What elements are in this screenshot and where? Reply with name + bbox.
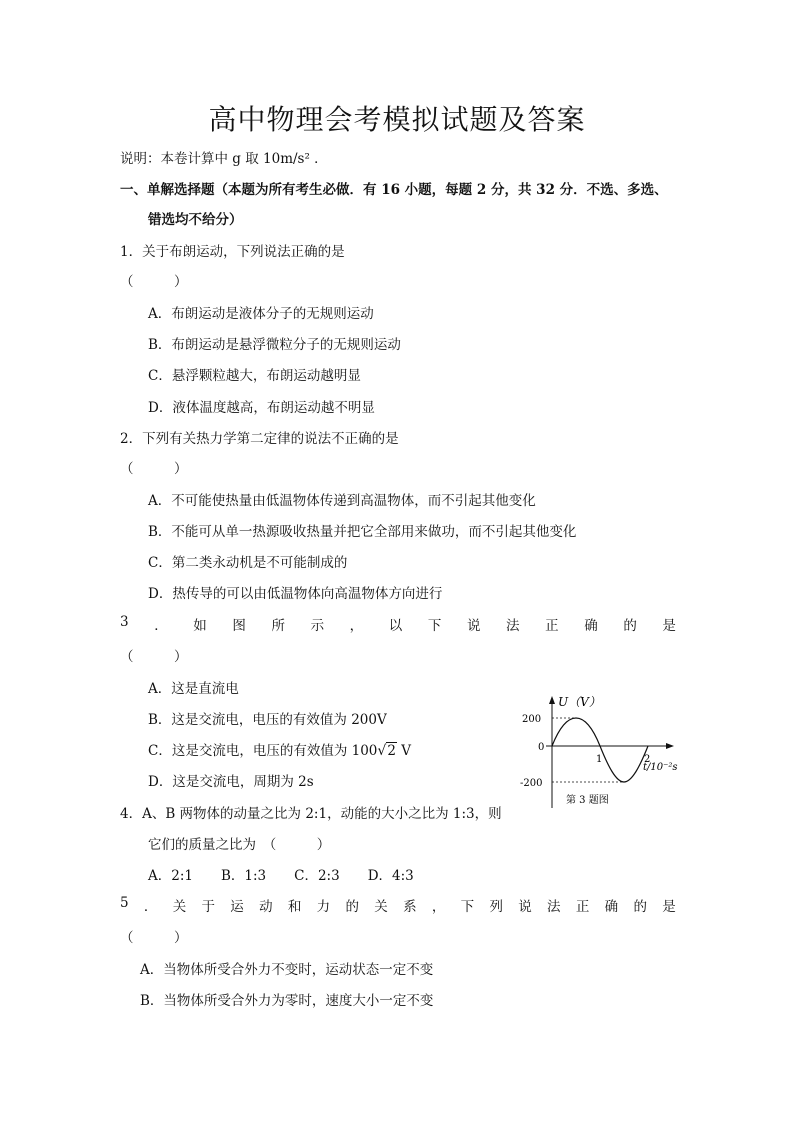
q3-stem-char: 所 (271, 618, 285, 634)
q3-option-c (148, 739, 411, 759)
q3-stem-char: ， (349, 618, 364, 634)
q4-option-d: D．4:3 (367, 868, 414, 884)
q1-option-b: B．布朗运动是悬浮微粒分子的无规则运动 (148, 337, 401, 353)
q1-option-a: A．布朗运动是液体分子的无规则运动 (148, 306, 374, 322)
q5-stem-char: 列 (489, 899, 503, 915)
q1-answer-blank: （ ） (120, 274, 188, 290)
calc-note: 说明：本卷计算中 g 取 10m/s² ． (120, 151, 328, 167)
q3-option-c-unit: V (401, 743, 411, 759)
q1-stem: 1．关于布朗运动，下列说法正确的是 (120, 244, 345, 260)
sqrt-radicand: 2 (387, 743, 396, 759)
q5-stem-char: 下 (460, 899, 475, 915)
x-tick-1: 1 (596, 754, 603, 765)
section-heading-line1: 一、单解选择题（本题为所有考生必做．有 16 小题，每题 2 分，共 32 分．不选、多选、 (120, 182, 668, 198)
q5-stem-char: 关 (374, 899, 388, 915)
q2-option-c: C．第二类永动机是不可能制成的 (148, 555, 348, 571)
q4-option-c: C．2:3 (294, 868, 340, 884)
q5-stem (120, 895, 676, 915)
q5-stem-char: 系 (403, 899, 417, 915)
sine-wave (552, 718, 651, 782)
q5-stem-char: 是 (662, 899, 676, 915)
q5-stem-char: 关 (172, 899, 187, 915)
y-tick-200: 200 (522, 714, 542, 725)
q3-stem-char: 确 (584, 618, 598, 634)
q4-stem-line2: 它们的质量之比为 （ ） (148, 837, 331, 853)
q1-option-c: C．悬浮颗粒越大，布朗运动越明显 (148, 368, 361, 384)
q4-stem-line1: 4．A、B 两物体的动量之比为 2:1，动能的大小之比为 1:3，则 (120, 806, 502, 822)
section-heading-line2: 错选均不给分） (148, 212, 243, 228)
q2-option-b: B．不能可从单一热源吸收热量并把它全部用来做功，而不引起其他变化 (148, 524, 577, 540)
q3-option-d: D．这是交流电，周期为 2s (148, 774, 314, 790)
q5-stem-char: 法 (547, 899, 561, 915)
q3-stem-char: 说 (466, 618, 481, 634)
q2-option-d: D．热传导的可以由低温物体向高温物体方向进行 (148, 586, 443, 602)
q4-option-b: B．1:3 (220, 868, 267, 884)
q3-stem-char: 正 (545, 618, 559, 634)
q3-stem-char: 如 (193, 618, 207, 634)
q5-stem-char: ． (143, 899, 158, 915)
q5-stem-char: 的 (633, 899, 647, 915)
q3-stem-char: 以 (388, 618, 403, 634)
q3-stem-char: 的 (623, 618, 637, 634)
page-title: 高中物理会考模拟试题及答案 (208, 103, 586, 136)
q5-stem-char: 运 (230, 899, 244, 915)
q2-option-a: A．不可能使热量由低温物体传递到高温物体，而不引起其他变化 (148, 493, 536, 509)
figure-caption: 第 3 题图 (566, 795, 609, 806)
q2-stem: 2．下列有关热力学第二定律的说法不正确的是 (120, 431, 399, 447)
q3-stem-char: 示 (310, 618, 325, 634)
q4-options (148, 864, 414, 884)
q3-option-a: A．这是直流电 (148, 681, 239, 697)
x-axis-arrow (666, 743, 674, 749)
q2-answer-blank: （ ） (120, 461, 188, 477)
q5-stem-char: 的 (345, 899, 359, 915)
q3-figure-voltage-graph (518, 690, 688, 810)
y-axis-arrow (549, 696, 555, 704)
q5-option-b: B．当物体所受合外力为零时，速度大小一定不变 (140, 993, 434, 1009)
q5-stem-char: 确 (604, 899, 619, 915)
q3-option-b: B．这是交流电，电压的有效值为 200V (148, 712, 387, 728)
sqrt-sign: √ (377, 743, 387, 759)
y-axis-label: U（V） (558, 695, 601, 709)
q5-stem-char: 和 (287, 899, 302, 915)
q5-stem-char: 5 (120, 895, 129, 911)
q5-stem-char: ， (431, 899, 446, 915)
y-tick-neg200: -200 (520, 778, 543, 789)
q5-stem-char: 力 (316, 899, 331, 915)
q3-stem-char: 3 (120, 614, 129, 630)
q5-stem-char: 说 (518, 899, 532, 915)
x-tick-2: 2 (644, 754, 651, 765)
q3-stem-char: 法 (506, 618, 520, 634)
q5-stem-char: 正 (575, 899, 590, 915)
q4-option-a: A．2:1 (148, 868, 193, 884)
q3-stem-char: 是 (662, 618, 676, 634)
q3-stem (120, 614, 676, 634)
q3-stem-char: 图 (232, 618, 246, 634)
x-axis-label: t/10⁻²s (643, 762, 678, 773)
q5-answer-blank: （ ） (120, 930, 188, 946)
q3-stem-char: ． (154, 618, 168, 634)
q5-stem-char: 动 (259, 899, 273, 915)
q5-option-a: A．当物体所受合外力不变时，运动状态一定不变 (140, 962, 434, 978)
q3-answer-blank: （ ） (120, 649, 188, 665)
q1-option-d: D．液体温度越高，布朗运动越不明显 (148, 400, 375, 416)
q3-stem-char: 下 (427, 618, 442, 634)
y-tick-0: 0 (538, 742, 545, 753)
q5-stem-char: 于 (201, 899, 215, 915)
q3-option-c-text: C．这是交流电，电压的有效值为 100 (148, 743, 378, 759)
